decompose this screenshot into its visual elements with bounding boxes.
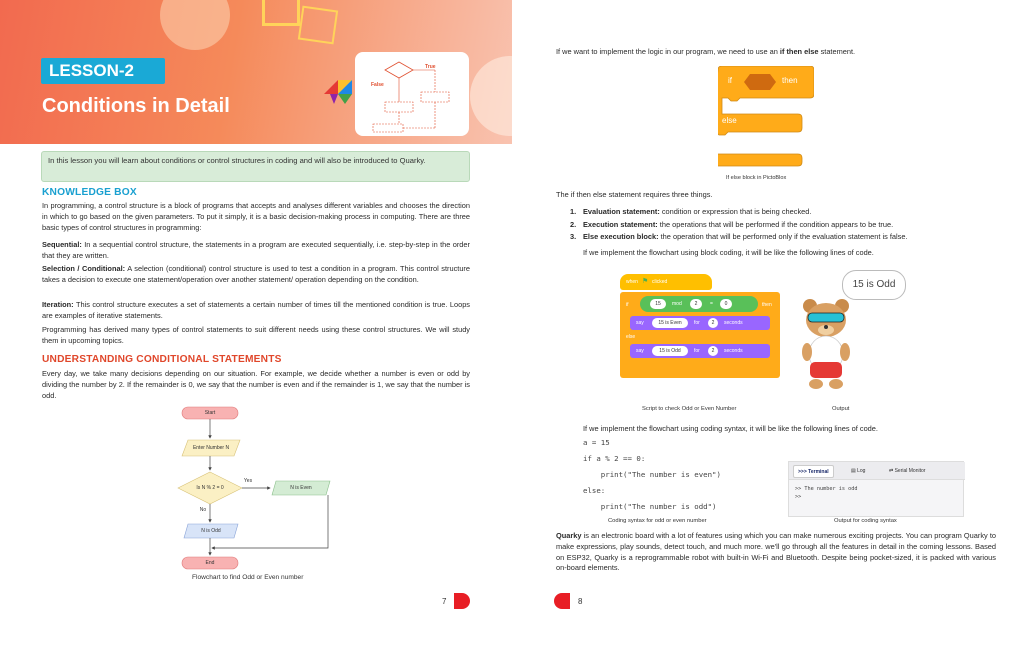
lesson-title: Conditions in Detail — [42, 95, 230, 117]
output-speech-bubble: 15 is Odd — [842, 270, 906, 300]
flowchart-start: Start — [204, 410, 216, 416]
terminal-icon: >>> — [798, 469, 809, 475]
selection-term: Selection / Conditional: — [42, 264, 126, 273]
terminal-prompt-line: >> — [795, 494, 802, 500]
list-item: 2. Execution statement: the operations that will be performed if the condition appears to be true. — [570, 219, 894, 229]
coding-syntax-text: If we implement the flowchart using coding syntax, it will be like the following lines of code. — [583, 424, 878, 433]
false-label: False — [371, 82, 384, 88]
tab-terminal[interactable]: >>> Terminal — [793, 465, 834, 478]
flowchart-caption: Flowchart to find Odd or Even number — [192, 574, 304, 581]
when-flag-clicked-block: when ⚑ clicked — [620, 274, 712, 290]
say-even-block: say 15 is Even for 2 seconds — [630, 316, 770, 330]
flowchart-end: End — [205, 560, 215, 566]
script-caption: Script to check Odd or Even Number — [642, 406, 737, 412]
terminal-tab-bar — [789, 462, 965, 480]
say-odd-block: say 15 is Odd for 2 seconds — [630, 344, 770, 358]
flowchart-decision: Is N % 2 = 0 — [196, 485, 224, 491]
serial-icon: ⇄ — [889, 468, 895, 474]
lesson-intro-box: In this lesson you will learn about conditions or control structures in coding and will also be introduced to Quarky. — [41, 151, 470, 182]
terminal-output-line: >> The number is odd — [795, 486, 858, 492]
list-item: 1. Evaluation statement: condition or expression that is being checked. — [570, 207, 812, 216]
page-marker — [454, 593, 470, 609]
page-marker — [554, 593, 570, 609]
tab-serial-monitor[interactable]: ⇄ Serial Monitor — [889, 468, 926, 474]
requires-text: The if then else statement requires three things. — [556, 190, 713, 199]
green-flag-icon: ⚑ — [642, 278, 649, 285]
ifelse-caption: If else block in PictoBlox — [726, 175, 787, 181]
coding-caption: Coding syntax for odd or even number — [608, 518, 707, 524]
quarky-term: Quarky — [556, 531, 582, 540]
ifelse-then-label: then — [782, 76, 798, 85]
code-line: else: — [583, 486, 606, 495]
flowchart-even: N is Even — [290, 485, 312, 491]
ifelse-else-label: else — [722, 116, 737, 125]
equals-operator: 15 mod 2 = 0 — [640, 296, 758, 312]
knowledge-box-heading: KNOWLEDGE BOX — [42, 187, 137, 198]
log-icon: ▤ — [851, 468, 858, 474]
output-caption: Output — [832, 406, 850, 412]
tab-log[interactable]: ▤ Log — [851, 468, 866, 474]
code-line: a = 15 — [583, 438, 610, 447]
code-line: print("The number is odd") — [583, 502, 717, 511]
knowledge-paragraph: In programming, a control structure is a block of programs that accepts and analyses different variables and chooses the direction in which to go based on the given parameters. To put it simply, it is a basic decision-making process in computing. There are three basic types of control structures in programming: — [42, 201, 470, 232]
lesson-tag: LESSON-2 — [41, 58, 165, 84]
understanding-heading: UNDERSTANDING CONDITIONAL STATEMENTS — [42, 354, 282, 365]
quarky-paragraph — [556, 531, 996, 574]
terminal-caption: Output for coding syntax — [834, 518, 897, 524]
page-number: 8 — [578, 597, 583, 606]
bear-sprite-icon — [796, 296, 856, 392]
intro-text: If we want to implement the logic in our program, we need to use an — [556, 47, 780, 56]
code-line: print("The number is even") — [583, 470, 721, 479]
if-else-script-block: if 15 mod 2 = 0 then say 15 is Even for 2 seconds else say 15 is Odd for 2 seconds — [620, 292, 780, 378]
quarky-text: is an electronic board with a lot of features using which you can make numerous exciting projects. You can program Quarky to make expressions, play sounds, detect touch, and much more. we'll go through all the features in detail in the coming lessons. Based on ESP32, Quarky is a reprogrammable robot with built-in Wi-Fi and Bluetooth. Despite being pocket-sized, it is packed with various on-board elements. — [556, 531, 996, 573]
understanding-paragraph: Every day, we take many decisions depending on our situation. For example, we decide whether a number is even or odd by dividing the number by 2. If the remainder is 0, we say that the number is even and if the remainder is 1, we say that the number is odd. — [42, 369, 470, 400]
true-label: True — [425, 64, 436, 70]
sequential-term: Sequential: — [42, 240, 82, 249]
terminal-panel — [788, 461, 964, 517]
control-statements-paragraph: Programming has derived many types of control statements to suit different needs using these control structures. We will study them in upcoming topics. — [42, 325, 470, 345]
sequential-text: In a sequential control structure, the statements in a program are executed sequentially, i.e. step-by-step in the order that they are written. — [42, 240, 470, 260]
right-page — [512, 0, 1024, 654]
iteration-text: This control structure executes a set of statements a certain number of times till the mentioned condition is true. Loops are examples of iterative statements. — [42, 300, 470, 320]
page-number: 7 — [442, 597, 447, 606]
flowchart-odd: N is Odd — [201, 528, 221, 534]
flowchart-yes-label: Yes — [243, 478, 253, 484]
block-coding-text: If we implement the flowchart using block coding, it will be like the following lines of code. — [583, 248, 874, 257]
intro-end: statement. — [818, 47, 856, 56]
iteration-term: Iteration: — [42, 300, 74, 309]
flowchart-input: Enter Number N — [192, 445, 230, 451]
requirements-list — [570, 206, 1010, 244]
ifelse-if-label: if — [728, 76, 732, 85]
odd-even-script — [620, 274, 782, 396]
if-then-else-intro — [556, 47, 855, 58]
list-item: 3. Else execution block: the operation that will be performed only if the evaluation statement is false. — [570, 232, 908, 242]
selection-text: A selection (conditional) control structure is used to test a condition in a program. This control structure takes a decision to execute one statement/operation over another statement/ operation depending on the condition. — [42, 264, 470, 284]
flowchart-no-label: No — [199, 507, 207, 513]
code-line: if a % 2 == 0: — [583, 454, 646, 463]
intro-bold: if then else — [779, 47, 819, 56]
